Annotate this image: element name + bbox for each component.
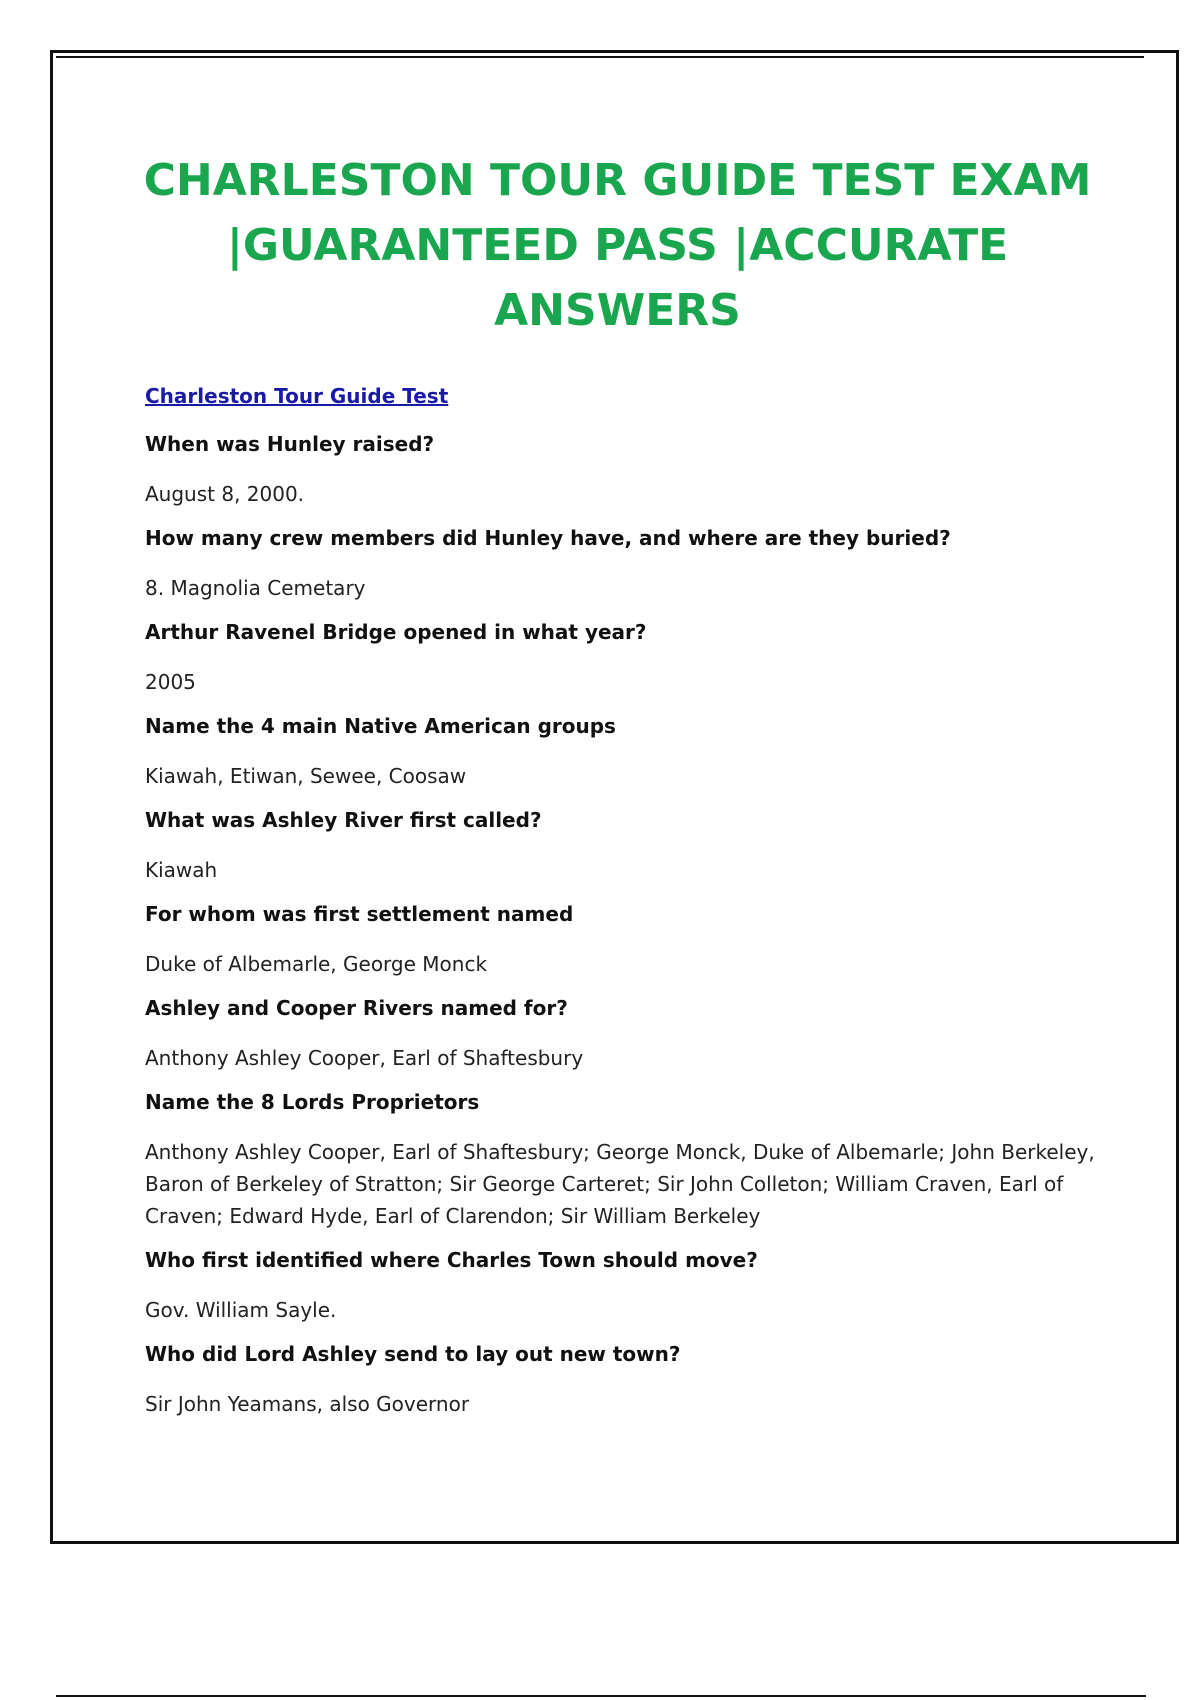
qa-item [145,1246,1095,1326]
question-text: Name the 4 main Native American groups [145,714,616,738]
answer-text: Duke of Albemarle, George Monck [145,952,488,976]
answer-text: Kiawah [145,858,218,882]
qa-item [145,618,1095,698]
header-rule [56,56,1144,58]
question-text: What was Ashley River first called? [145,808,542,832]
question-text: Who first identified where Charles Town should move? [145,1248,758,1272]
question-text: Name the 8 Lords Proprietors [145,1090,480,1114]
qa-item [145,900,1095,980]
qa-item [145,712,1095,792]
qa-item [145,1088,1095,1232]
answer-text: August 8, 2000. [145,482,305,506]
question-text: Ashley and Cooper Rivers named for? [145,996,568,1020]
answer-text: Kiawah, Etiwan, Sewee, Coosaw [145,764,467,788]
question-text: Who did Lord Ashley send to lay out new town? [145,1342,681,1366]
qa-item [145,430,1095,510]
answer-text: 8. Magnolia Cemetary [145,576,366,600]
document-body [145,382,1095,1434]
answer-text: Sir John Yeamans, also Governor [145,1392,470,1416]
charleston-tour-guide-test-link[interactable]: Charleston Tour Guide Test [145,384,449,408]
question-text: When was Hunley raised? [145,432,435,456]
qa-item [145,1340,1095,1420]
answer-text: Gov. William Sayle. [145,1298,337,1322]
answer-text: Anthony Ashley Cooper, Earl of Shaftesbury; George Monck, Duke of Albemarle; John Berkeley, Baron of Berkeley of Stratton; Sir George Carteret; Sir John Colleton; William Craven, Earl of Craven; Edward Hyde, Earl of Clarendon; Sir William Berkeley [145,1140,1095,1228]
question-text: Arthur Ravenel Bridge opened in what year? [145,620,647,644]
question-text: How many crew members did Hunley have, and where are they buried? [145,526,951,550]
qa-item [145,524,1095,604]
answer-text: Anthony Ashley Cooper, Earl of Shaftesbury [145,1046,584,1070]
qa-item [145,806,1095,886]
document-title: CHARLESTON TOUR GUIDE TEST EXAM |GUARANTEED PASS |ACCURATE ANSWERS [143,155,1092,336]
answer-text: 2005 [145,670,196,694]
question-text: For whom was first settlement named [145,902,574,926]
qa-item [145,994,1095,1074]
footer-rule [56,1695,1146,1697]
